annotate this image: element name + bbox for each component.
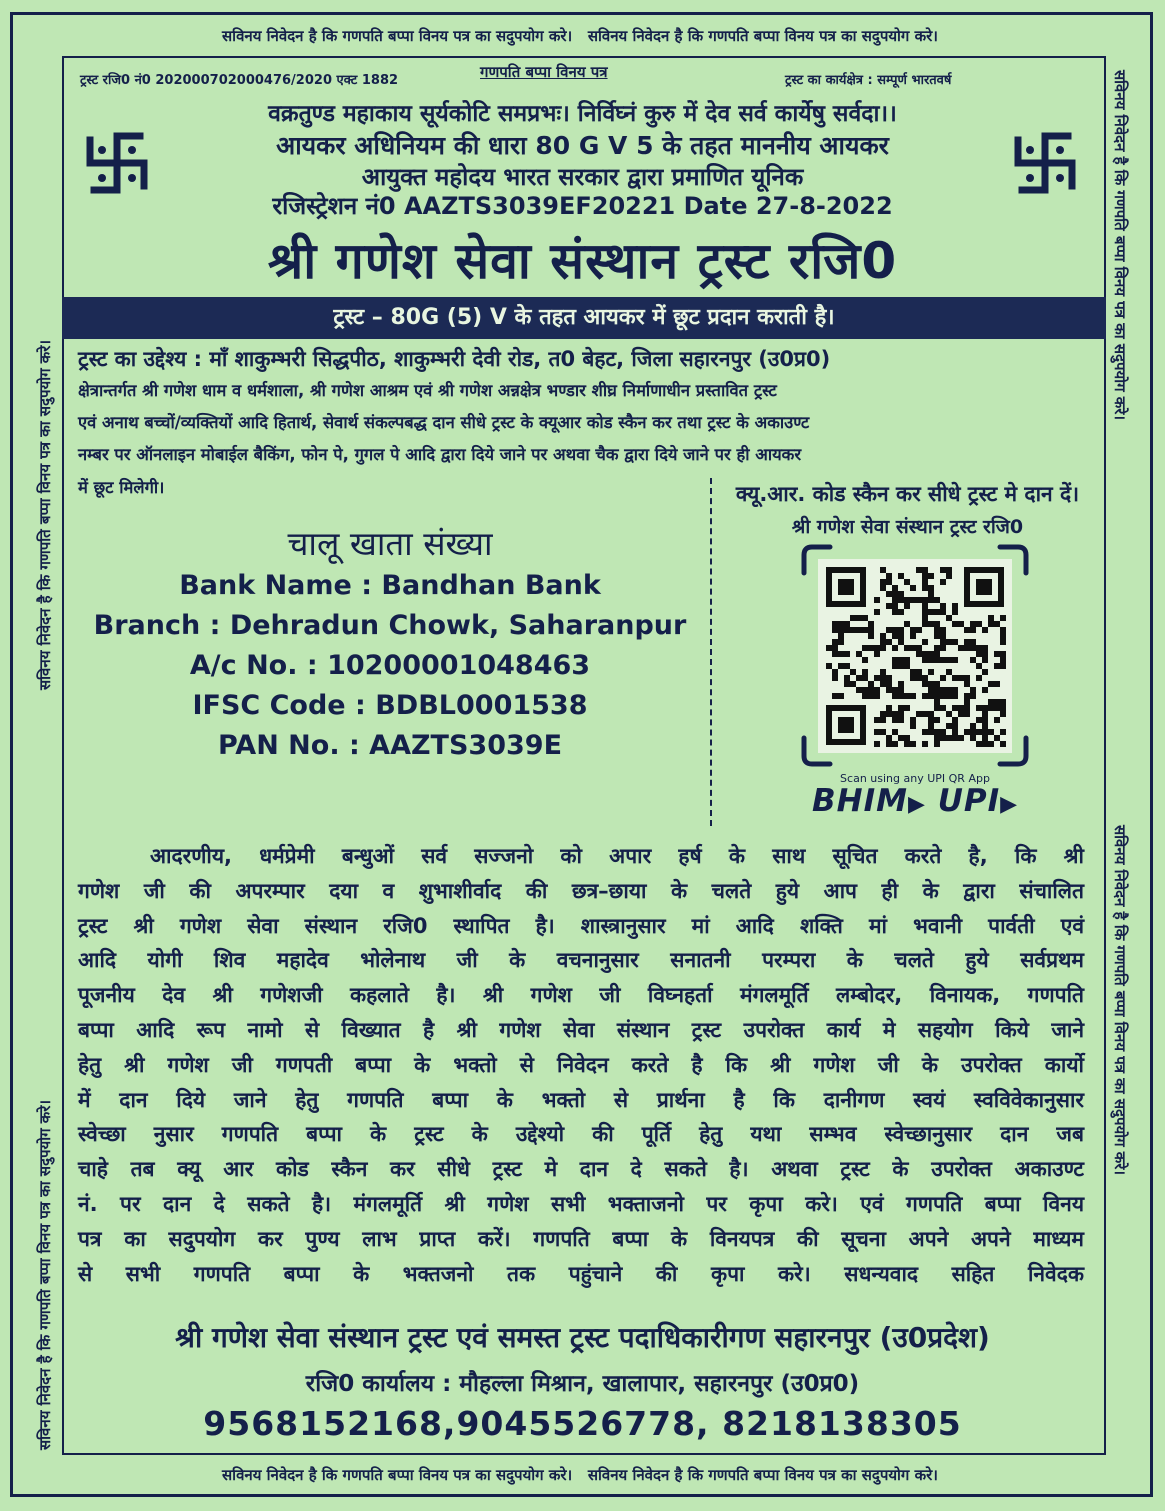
appeal-line: पत्र का सदुपयोग कर पुण्य लाभ प्राप्त करें। गणपति बप्पा के विनयपत्र की सूचना अपने अपने माध्यम [78,1226,1084,1251]
shloka: वक्रतुण्ड महाकाय सूर्यकोटि समप्रभः। निर्विघ्नं कुरु में देव सर्व कार्येषु सर्वदा।। [268,101,897,127]
tax-exemption-band: ट्रस्ट – 80G (5) V के तहत आयकर में छूट प्रदान कराती है। [62,297,1106,339]
purpose-line-2: क्षेत्रान्तर्गत श्री गणेश धाम व धर्मशाला, श्री गणेश आश्रम एवं श्री गणेश अन्नक्षेत्र भण्डार शीघ्र निर्माणाधीन प्रस्तावित ट्रस्ट [78,381,777,400]
purpose-line-4: नम्बर पर ऑनलाइन मोबाईल बैकिंग, फोन पे, गुगल पे आदि द्वारा दिये जाने पर अथवा चैक द्वारा दिये जाने पर ही आयकर [78,445,802,464]
bank-name: Bank Name : Bandhan Bank [179,570,601,601]
tax-line-2: आयुक्त महोदय भारत सरकार द्वारा प्रमाणित यूनिक [361,163,804,191]
appeal-line: आदि योगी शिव महादेव भोलेनाथ जी के वचनानुसार सनातनी परम्परा के चलते हुये सर्वप्रथम [78,948,1084,973]
play-arrow-icon: ▶ [1000,792,1019,817]
bhim-upi-logo: BHIM▶ UPI▶ [812,783,1019,819]
registration-number: ट्रस्ट रजि0 नं0 202000702000476/2020 एक्ट 1882 [80,73,399,88]
qr-caption: क्यू.आर. कोड स्कैन कर सीधे ट्रस्ट मे दान दें। [735,482,1080,506]
phone-numbers: 9568152168,9045526778, 8218138305 [203,1404,962,1443]
signoff: श्री गणेश सेवा संस्थान ट्रस्ट एवं समस्त ट्रस्ट पदाधिकारीगण सहारनपुर (उ0प्रदेश) [175,1321,990,1354]
appeal-line: आदरणीय, धर्मप्रेमी बन्धुओं सर्व सज्जनो को अपार हर्ष के साथ सूचित करते है, कि श्री [150,844,1084,868]
swastika-icon-right [1010,128,1080,198]
bank-branch: Branch : Dehradun Chowk, Saharanpur [93,610,687,641]
purpose-line-1: ट्रस्ट का उद्देश्य : माँ शाकुम्भरी सिद्धपीठ, शाकुम्भरी देवी रोड, त0 बेहट, जिला सहारनपुर (उ0प्र0) [78,347,831,371]
appeal-line: नं. पर दान दे सकते है। मंगलमूर्ति श्री गणेश सभी भक्ताजनो पर कृपा करे। एवं गणपति बप्पा विनय [78,1192,1084,1216]
purpose-line-3: एवं अनाथ बच्चों/व्यक्तियों आदि हितार्थ, सेवार्थ संकल्पबद्ध दान सीधे ट्रस्ट के क्यूआर कोड स्कैन कर तथा ट्रस्ट के अकाउण्ट [78,413,810,432]
appeal-line: गणेश जी की अपरम्पार दया व शुभाशीर्वाद की छत्र–छाया के चलते हुये आप ही के द्वारा संचालित [78,878,1084,903]
qr-trust-name: श्री गणेश सेवा संस्थान ट्रस्ट रजि0 [791,516,1024,538]
appeal-line: हेतु श्री गणेश जी गणपती बप्पा के भक्तो से निवेदन करते है कि श्री गणेश जी के उपरोक्त कार्यो [78,1052,1084,1077]
section-divider [710,478,712,826]
qr-scan-text: Scan using any UPI QR App [840,772,990,785]
trust-name: श्री गणेश सेवा संस्थान ट्रस्ट रजि0 [267,232,898,290]
tax-line-1: आयकर अधिनियम की धारा 80 G V 5 के तहत माननीय आयकर [276,131,889,160]
right-strip-lower: सविनय निवेदन है कि गणपति बप्पा विनय पत्र का सदुपयोग करे। [1111,825,1129,1176]
appeal-line: चाहे तब क्यू आर कोड स्कैन कर सीधे ट्रस्ट मे दान दे सकते है। अथवा ट्रस्ट के उपरोक्त अकाउण्ट [78,1157,1084,1182]
account-heading: चालू खाता संख्या [287,524,493,563]
top-strip: सविनय निवेदन है कि गणपति बप्पा विनय पत्र का सदुपयोग करे। सविनय निवेदन है कि गणपति बप्पा विनय पत्र का सदुपयोग करे। [222,27,938,45]
appeal-line: से सभी गणपति बप्पा के भक्तजनो तक पहुंचाने की कृपा करे। सधन्यवाद सहित निवेदक [78,1261,1084,1286]
account-number: A/c No. : 10200001048463 [189,650,591,681]
appeal-line: बप्पा आदि रूप नामो से विख्यात है श्री गणेश सेवा संस्थान ट्रस्ट उपरोक्त कार्य मे सहयोग किये जाने [78,1018,1084,1042]
bottom-strip: सविनय निवेदन है कि गणपति बप्पा विनय पत्र का सदुपयोग करे। सविनय निवेदन है कि गणपति बप्पा विनय पत्र का सदुपयोग करे। [222,1466,938,1484]
left-strip-lower: सविनय निवेदन है कि गणपति बप्पा विनय पत्र का सदुपयोग करे। [36,1099,54,1450]
pan-number: PAN No. : AAZTS3039E [217,730,563,761]
appeal-line: ट्रस्ट श्री गणेश सेवा संस्थान रजि0 स्थापित है। शास्त्रानुसार मां आदि शक्ति मां भवानी पार्वती एवं [78,913,1084,938]
play-arrow-icon: ▶ [907,792,926,817]
appeal-line: पूजनीय देव श्री गणेशजी कहलाते है। श्री गणेश जी विघ्नहर्ता मंगलमूर्ति लम्बोदर, विनायक, गणपति [78,983,1084,1008]
tax-line-3: रजिस्ट्रेशन नं0 AAZTS3039EF20221 Date 27-8-2022 [272,192,893,220]
office-address: रजि0 कार्यालय : मौहल्ला मिश्रान, खालापार, सहारनपुर (उ0प्र0) [305,1371,860,1397]
appeal-line: स्वेच्छा नुसार गणपति बप्पा के ट्रस्ट के उद्देश्यो की पूर्ति हेतु यथा सम्भव स्वेच्छानुसार दान जब [78,1122,1084,1147]
upi-qr-code[interactable] [800,543,1030,768]
purpose-line-5: में छूट मिलेगी। [78,478,165,497]
left-strip-upper: सविनय निवेदन है कि गणपति बप्पा विनय पत्र का सदुपयोग करे। [36,339,54,690]
right-strip-upper: सविनय निवेदन है कि गणपति बप्पा विनय पत्र का सदुपयोग करे। [1111,70,1129,421]
appeal-line: में दान दिये जाने हेतु गणपति बप्पा के भक्तो से प्रार्थना है कि दानीगण स्वयं स्वविवेकानुसार [78,1087,1084,1112]
ifsc-code: IFSC Code : BDBL0001538 [192,690,588,721]
leaflet-title: गणपति बप्पा विनय पत्र [480,63,608,81]
swastika-icon-left [82,128,152,198]
work-area: ट्रस्ट का कार्यक्षेत्र : सम्पूर्ण भारतवर्ष [785,73,952,88]
